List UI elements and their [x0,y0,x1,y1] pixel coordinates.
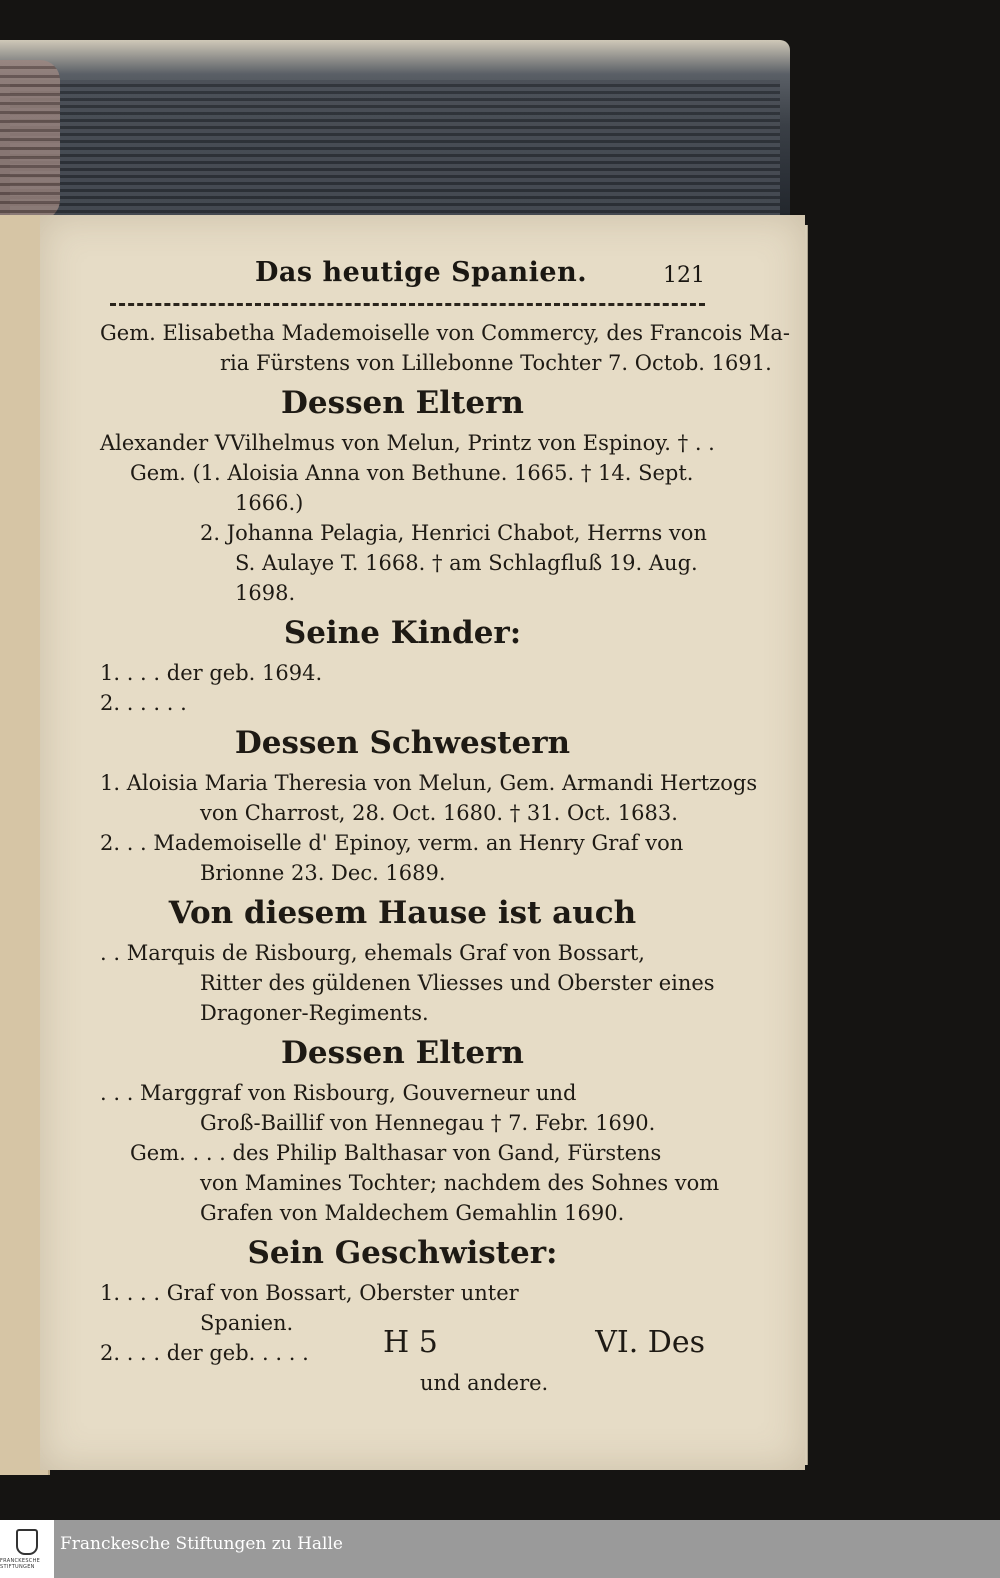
text-line: von Charrost, 28. Oct. 1680. † 31. Oct. 1683. [200,801,678,825]
text-line: 2. . . Mademoiselle d' Epinoy, verm. an Henry Graf von [100,831,684,855]
text-line: Gem. Elisabetha Mademoiselle von Commercy, des Francois Ma- [100,321,791,345]
text-line: 1698. [235,581,296,605]
text-line: Gem. . . . des Philip Balthasar von Gand, Fürstens [130,1141,662,1165]
text-line: . . Marquis de Risbourg, ehemals Graf von Bossart, [100,941,645,965]
text-line: 2. . . . der geb. . . . . [100,1341,309,1365]
text-line: 1. Aloisia Maria Theresia von Melun, Gem. Armandi Hertzogs [100,771,758,795]
text-line: Spanien. [200,1311,294,1335]
running-head: Das heutige Spanien. [255,257,588,288]
text-line: Brionne 23. Dec. 1689. [200,861,446,885]
signature-mark: H 5 [383,1325,438,1360]
page-number: 121 [663,263,705,288]
section-heading: Seine Kinder: [283,615,522,651]
section-heading: Von diesem Hause ist auch [168,895,637,931]
text-line: ria Fürstens von Lillebonne Tochter 7. Octob. 1691. [220,351,772,375]
page-stack [10,80,780,220]
text-line: Gem. (1. Aloisia Anna von Bethune. 1665. † 14. Sept. [130,461,694,485]
institution-logo [0,1520,54,1578]
binding-thread [0,60,60,220]
institution-caption: Franckesche Stiftungen zu Halle [60,1534,343,1554]
text-line: von Mamines Tochter; nachdem des Sohnes vom [200,1171,720,1195]
text-line: . . . Marggraf von Risbourg, Gouverneur und [100,1081,577,1105]
section-heading: Dessen Eltern [281,385,524,421]
text-line: Grafen von Maldechem Gemahlin 1690. [200,1201,625,1225]
section-heading: Sein Geschwister: [247,1235,558,1271]
logo-text: FRANCKESCHE STIFTUNGEN [0,1557,41,1570]
page-footer [100,1325,705,1375]
section-heading: Dessen Eltern [281,1035,524,1071]
text-line: und andere. [420,1371,549,1395]
page-header [110,255,705,305]
text-line: Alexander VVilhelmus von Melun, Printz von Espinoy. † . . [100,431,715,455]
section-heading: Dessen Schwestern [234,725,571,761]
text-line: Groß-Baillif von Hennegau † 7. Febr. 1690. [200,1111,656,1135]
logo-icon [16,1529,38,1555]
page-body [100,318,791,1398]
header-rule [110,303,705,306]
catchword: VI. Des [595,1325,705,1360]
text-line: 2. . . . . . [100,691,187,715]
text-line: Ritter des güldenen Vliesses und Oberster eines [200,971,715,995]
footer-bar [0,1520,1000,1578]
text-line: 1. . . . Graf von Bossart, Oberster unter [100,1281,519,1305]
text-line: S. Aulaye T. 1668. † am Schlagfluß 19. Aug. [235,551,698,575]
text-line: Dragoner-Regiments. [200,1001,429,1025]
text-line: 2. Johanna Pelagia, Henrici Chabot, Herrns von [200,521,707,545]
text-line: 1. . . . der geb. 1694. [100,661,323,685]
text-line: 1666.) [235,491,304,515]
